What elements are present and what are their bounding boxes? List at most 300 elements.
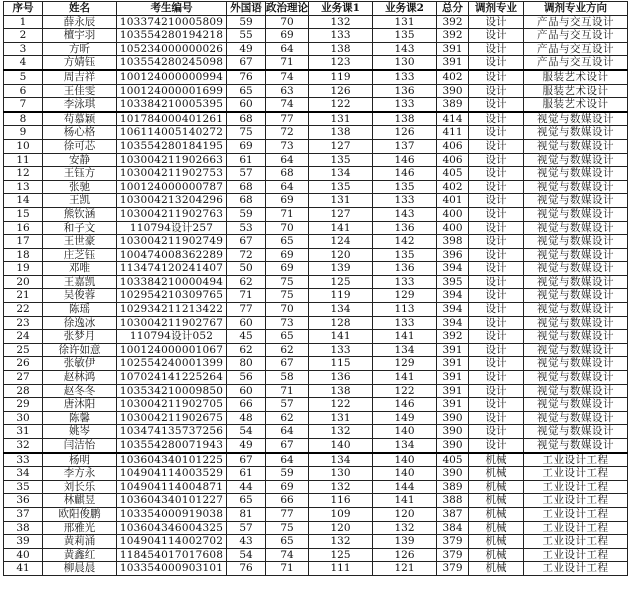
table-row [4,139,628,153]
cell-foreign-language: 59 [227,207,266,221]
cell-name: 闫洁怡 [43,439,117,453]
header-candidate-id: 考生编号 [117,2,227,16]
cell-major: 设计 [469,126,524,140]
cell-foreign-language: 65 [227,494,266,508]
cell-index: 15 [4,207,43,221]
cell-direction: 视觉与数媒设计 [524,303,628,317]
cell-total: 379 [437,535,469,549]
cell-major: 设计 [469,235,524,249]
table-row [4,357,628,371]
cell-total: 402 [437,70,469,84]
cell-index: 33 [4,453,43,467]
cell-total: 402 [437,180,469,194]
cell-candidate-id: 103604340101227 [117,494,227,508]
cell-foreign-language: 65 [227,84,266,98]
cell-total: 390 [437,411,469,425]
cell-direction: 视觉与数媒设计 [524,384,628,398]
table-row [4,425,628,439]
cell-index: 24 [4,330,43,344]
cell-foreign-language: 59 [227,15,266,29]
cell-politics: 65 [266,330,309,344]
cell-course-1: 131 [309,112,373,126]
cell-course-2: 134 [373,439,437,453]
header-name: 姓名 [43,2,117,16]
cell-course-1: 123 [309,56,373,70]
cell-name: 李方永 [43,467,117,481]
cell-candidate-id: 103004213204296 [117,194,227,208]
cell-foreign-language: 54 [227,425,266,439]
cell-course-1: 141 [309,221,373,235]
table-row [4,84,628,98]
cell-index: 9 [4,126,43,140]
cell-foreign-language: 67 [227,235,266,249]
cell-course-1: 132 [309,480,373,494]
cell-course-2: 129 [373,289,437,303]
cell-major: 设计 [469,194,524,208]
cell-total: 406 [437,153,469,167]
cell-total: 387 [437,507,469,521]
cell-candidate-id: 102934211213422 [117,303,227,317]
cell-name: 刘长乐 [43,480,117,494]
cell-direction: 视觉与数媒设计 [524,207,628,221]
cell-major: 机械 [469,494,524,508]
cell-index: 11 [4,153,43,167]
cell-total: 392 [437,15,469,29]
cell-course-1: 132 [309,425,373,439]
table-row [4,398,628,412]
cell-course-1: 127 [309,207,373,221]
cell-foreign-language: 50 [227,262,266,276]
cell-direction: 工业设计工程 [524,467,628,481]
cell-index: 41 [4,562,43,576]
cell-politics: 77 [266,112,309,126]
cell-politics: 73 [266,139,309,153]
cell-major: 机械 [469,562,524,576]
cell-major: 机械 [469,548,524,562]
cell-major: 设计 [469,425,524,439]
cell-candidate-id: 103004211902749 [117,235,227,249]
cell-course-1: 132 [309,15,373,29]
header-index: 序号 [4,2,43,16]
cell-course-2: 144 [373,480,437,494]
cell-name: 李泳琪 [43,98,117,112]
cell-candidate-id: 102554240001399 [117,357,227,371]
cell-foreign-language: 53 [227,221,266,235]
cell-major: 机械 [469,453,524,467]
cell-course-2: 141 [373,330,437,344]
cell-direction: 视觉与数媒设计 [524,194,628,208]
cell-index: 38 [4,521,43,535]
table-row [4,29,628,43]
table-row [4,494,628,508]
table-row [4,371,628,385]
cell-candidate-id: 100474008362289 [117,248,227,262]
cell-course-2: 126 [373,126,437,140]
cell-major: 设计 [469,167,524,181]
cell-index: 34 [4,467,43,481]
cell-course-1: 111 [309,562,373,576]
cell-foreign-language: 44 [227,480,266,494]
cell-direction: 视觉与数媒设计 [524,126,628,140]
cell-foreign-language: 57 [227,167,266,181]
table-row [4,98,628,112]
table-row [4,221,628,235]
cell-course-2: 135 [373,248,437,262]
cell-course-2: 141 [373,371,437,385]
cell-total: 401 [437,194,469,208]
cell-name: 杨心格 [43,126,117,140]
cell-index: 28 [4,384,43,398]
cell-index: 8 [4,112,43,126]
cell-major: 设计 [469,330,524,344]
cell-total: 394 [437,262,469,276]
cell-direction: 视觉与数媒设计 [524,275,628,289]
cell-course-2: 137 [373,139,437,153]
header-major: 调剂专业 [469,2,524,16]
cell-foreign-language: 62 [227,343,266,357]
cell-name: 王凯 [43,194,117,208]
cell-course-2: 136 [373,221,437,235]
cell-politics: 65 [266,535,309,549]
cell-index: 14 [4,194,43,208]
cell-total: 391 [437,42,469,56]
cell-foreign-language: 72 [227,248,266,262]
cell-candidate-id: 113474120241407 [117,262,227,276]
cell-name: 欧阳俊鹏 [43,507,117,521]
table-row [4,207,628,221]
cell-total: 405 [437,453,469,467]
table-row [4,180,628,194]
cell-politics: 64 [266,453,309,467]
cell-course-2: 139 [373,535,437,549]
cell-total: 411 [437,126,469,140]
cell-candidate-id: 104904114003529 [117,467,227,481]
cell-index: 26 [4,357,43,371]
cell-foreign-language: 56 [227,371,266,385]
cell-name: 唐沐阳 [43,398,117,412]
cell-foreign-language: 57 [227,521,266,535]
cell-total: 379 [437,548,469,562]
cell-course-2: 138 [373,112,437,126]
cell-candidate-id: 103004211902767 [117,316,227,330]
cell-course-1: 120 [309,521,373,535]
cell-course-2: 133 [373,275,437,289]
cell-name: 王佳雯 [43,84,117,98]
cell-politics: 67 [266,439,309,453]
cell-direction: 视觉与数媒设计 [524,316,628,330]
cell-politics: 59 [266,467,309,481]
cell-direction: 视觉与数媒设计 [524,112,628,126]
cell-course-1: 138 [309,42,373,56]
cell-major: 设计 [469,262,524,276]
cell-direction: 服装艺术设计 [524,84,628,98]
cell-total: 389 [437,480,469,494]
cell-foreign-language: 68 [227,112,266,126]
cell-index: 40 [4,548,43,562]
cell-politics: 71 [266,207,309,221]
cell-direction: 视觉与数媒设计 [524,139,628,153]
cell-candidate-id: 110794设计052 [117,330,227,344]
cell-candidate-id: 101784000401261 [117,112,227,126]
cell-index: 17 [4,235,43,249]
cell-candidate-id: 103374210005809 [117,15,227,29]
cell-candidate-id: 102954210309765 [117,289,227,303]
cell-course-1: 140 [309,439,373,453]
cell-total: 379 [437,562,469,576]
cell-major: 设计 [469,153,524,167]
cell-name: 熊钦涵 [43,207,117,221]
cell-name: 林麒昱 [43,494,117,508]
table-row [4,439,628,453]
cell-name: 徐逸冰 [43,316,117,330]
cell-candidate-id: 103004211902763 [117,207,227,221]
table-row [4,535,628,549]
cell-politics: 71 [266,384,309,398]
table-row [4,384,628,398]
cell-candidate-id: 103554280184195 [117,139,227,153]
adjustment-list-table [3,1,628,576]
table-row [4,411,628,425]
cell-index: 16 [4,221,43,235]
cell-foreign-language: 54 [227,548,266,562]
cell-total: 396 [437,248,469,262]
cell-politics: 64 [266,425,309,439]
cell-course-2: 133 [373,316,437,330]
cell-direction: 产品与交互设计 [524,15,628,29]
cell-major: 设计 [469,303,524,317]
cell-course-2: 120 [373,507,437,521]
table-row [4,70,628,84]
cell-politics: 71 [266,562,309,576]
cell-total: 384 [437,521,469,535]
cell-course-2: 140 [373,467,437,481]
cell-foreign-language: 77 [227,303,266,317]
cell-foreign-language: 49 [227,439,266,453]
table-body [4,15,628,575]
cell-course-2: 146 [373,398,437,412]
cell-major: 设计 [469,275,524,289]
cell-index: 10 [4,139,43,153]
cell-total: 390 [437,467,469,481]
cell-name: 吴俊蓉 [43,289,117,303]
cell-name: 檀宇羽 [43,29,117,43]
cell-index: 21 [4,289,43,303]
cell-candidate-id: 103384210000494 [117,275,227,289]
table-row [4,15,628,29]
cell-politics: 75 [266,275,309,289]
cell-index: 22 [4,303,43,317]
cell-course-1: 131 [309,411,373,425]
cell-major: 设计 [469,289,524,303]
cell-name: 张敏伊 [43,357,117,371]
cell-course-1: 128 [309,316,373,330]
cell-major: 设计 [469,207,524,221]
cell-total: 394 [437,316,469,330]
cell-candidate-id: 100124000001699 [117,84,227,98]
cell-candidate-id: 103354000903101 [117,562,227,576]
cell-index: 27 [4,371,43,385]
cell-name: 柳晨晨 [43,562,117,576]
cell-course-2: 134 [373,343,437,357]
cell-total: 406 [437,139,469,153]
cell-foreign-language: 66 [227,398,266,412]
cell-candidate-id: 103354000919038 [117,507,227,521]
cell-foreign-language: 80 [227,357,266,371]
cell-major: 设计 [469,84,524,98]
cell-direction: 视觉与数媒设计 [524,153,628,167]
cell-foreign-language: 68 [227,180,266,194]
cell-politics: 69 [266,29,309,43]
cell-name: 方婧钰 [43,56,117,70]
table-row [4,343,628,357]
cell-index: 3 [4,42,43,56]
cell-candidate-id: 118454017017608 [117,548,227,562]
cell-candidate-id: 103004211902753 [117,167,227,181]
cell-direction: 工业设计工程 [524,562,628,576]
cell-candidate-id: 106114005140272 [117,126,227,140]
cell-politics: 73 [266,316,309,330]
cell-name: 方昕 [43,42,117,56]
table-row [4,262,628,276]
cell-course-1: 134 [309,303,373,317]
cell-index: 39 [4,535,43,549]
header-course-1: 业务课1 [309,2,373,16]
cell-direction: 视觉与数媒设计 [524,425,628,439]
cell-direction: 视觉与数媒设计 [524,411,628,425]
cell-course-2: 146 [373,167,437,181]
cell-foreign-language: 81 [227,507,266,521]
cell-politics: 70 [266,15,309,29]
cell-candidate-id: 103004211902663 [117,153,227,167]
cell-politics: 74 [266,548,309,562]
cell-name: 张梦月 [43,330,117,344]
cell-course-1: 119 [309,70,373,84]
cell-major: 设计 [469,112,524,126]
cell-politics: 62 [266,411,309,425]
cell-candidate-id: 104904114004871 [117,480,227,494]
cell-major: 设计 [469,398,524,412]
cell-course-2: 131 [373,15,437,29]
cell-politics: 69 [266,194,309,208]
cell-course-1: 120 [309,248,373,262]
cell-course-1: 141 [309,330,373,344]
cell-total: 390 [437,425,469,439]
cell-name: 陈瑶 [43,303,117,317]
cell-candidate-id: 110794设计257 [117,221,227,235]
cell-index: 5 [4,70,43,84]
cell-politics: 65 [266,235,309,249]
cell-candidate-id: 103604340101225 [117,453,227,467]
cell-total: 400 [437,207,469,221]
table-row [4,480,628,494]
header-total: 总分 [437,2,469,16]
cell-foreign-language: 62 [227,275,266,289]
cell-course-2: 133 [373,98,437,112]
cell-foreign-language: 48 [227,411,266,425]
cell-major: 设计 [469,248,524,262]
cell-course-1: 130 [309,467,373,481]
cell-candidate-id: 100124000000787 [117,180,227,194]
cell-course-1: 131 [309,194,373,208]
cell-major: 机械 [469,535,524,549]
cell-course-1: 134 [309,453,373,467]
cell-candidate-id: 103004211902705 [117,398,227,412]
cell-direction: 视觉与数媒设计 [524,235,628,249]
cell-course-2: 140 [373,425,437,439]
cell-foreign-language: 60 [227,384,266,398]
cell-course-1: 126 [309,84,373,98]
cell-politics: 68 [266,167,309,181]
cell-foreign-language: 43 [227,535,266,549]
cell-course-1: 138 [309,126,373,140]
cell-name: 薛永辰 [43,15,117,29]
cell-name: 赵冬冬 [43,384,117,398]
cell-foreign-language: 69 [227,139,266,153]
table-row [4,507,628,521]
cell-index: 30 [4,411,43,425]
cell-index: 37 [4,507,43,521]
cell-candidate-id: 103604346004325 [117,521,227,535]
cell-index: 36 [4,494,43,508]
cell-major: 设计 [469,139,524,153]
cell-major: 设计 [469,316,524,330]
cell-name: 邢雅光 [43,521,117,535]
cell-index: 29 [4,398,43,412]
cell-index: 12 [4,167,43,181]
cell-major: 设计 [469,357,524,371]
cell-name: 王世豪 [43,235,117,249]
cell-direction: 视觉与数媒设计 [524,343,628,357]
cell-index: 18 [4,248,43,262]
cell-major: 设计 [469,98,524,112]
cell-total: 398 [437,235,469,249]
cell-major: 机械 [469,507,524,521]
cell-course-2: 149 [373,411,437,425]
cell-name: 张驰 [43,180,117,194]
cell-index: 31 [4,425,43,439]
cell-major: 设计 [469,411,524,425]
cell-direction: 服装艺术设计 [524,98,628,112]
cell-major: 设计 [469,384,524,398]
cell-candidate-id: 104904114002702 [117,535,227,549]
cell-name: 苟慕颖 [43,112,117,126]
cell-politics: 69 [266,262,309,276]
table-row [4,167,628,181]
cell-course-2: 133 [373,194,437,208]
cell-politics: 62 [266,343,309,357]
cell-name: 姚岑 [43,425,117,439]
cell-total: 388 [437,494,469,508]
table-row [4,112,628,126]
cell-direction: 工业设计工程 [524,507,628,521]
cell-name: 黄鑫红 [43,548,117,562]
cell-index: 13 [4,180,43,194]
cell-foreign-language: 76 [227,562,266,576]
header-course-2: 业务课2 [373,2,437,16]
cell-total: 391 [437,384,469,398]
cell-total: 391 [437,56,469,70]
cell-name: 和子文 [43,221,117,235]
cell-course-1: 136 [309,371,373,385]
cell-politics: 69 [266,248,309,262]
table-row [4,194,628,208]
cell-direction: 产品与交互设计 [524,29,628,43]
cell-course-2: 129 [373,357,437,371]
cell-course-2: 136 [373,84,437,98]
table-row [4,467,628,481]
cell-total: 391 [437,357,469,371]
cell-direction: 视觉与数媒设计 [524,262,628,276]
